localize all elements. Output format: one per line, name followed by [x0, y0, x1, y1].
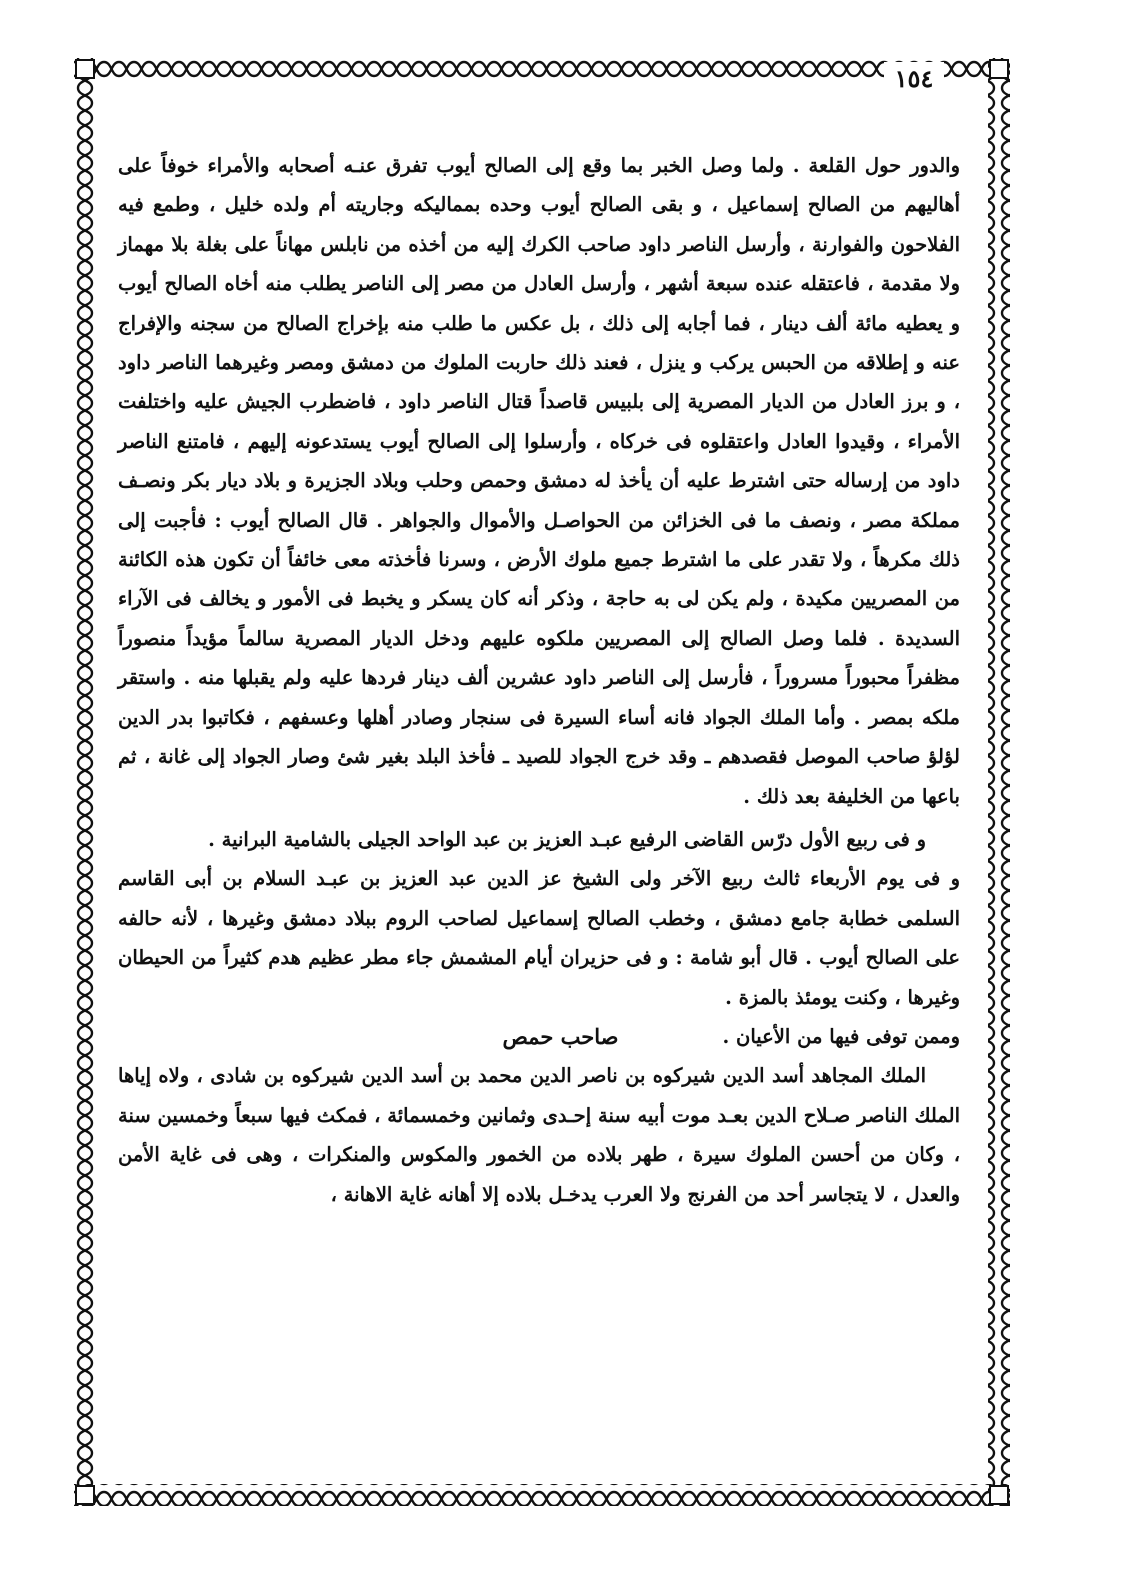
paragraph-rabi-akhir: و فى يوم الأربعاء ثالث ربيع الآخر ولى الشيخ عز الدين عبد العزيز بن عبـد السلام بن أبى القاسم السلمى خطابة جامع دمشق ، وخطب الصالح إسماعيل لصاحب الروم ببلاد دمشق وغيرها ، لأنه حالفه على الصالح أيوب . قال أبو شامة : و فى حزيران أيام المشمش جاء مطر عظيم هدم كثيراً من الحيطان وغيرها ، وكنت يومئذ بالمزة .: [118, 867, 960, 1009]
section-title-sahib-hims: صاحب حمص: [502, 1023, 619, 1049]
paragraph-al-mujahid: الملك المجاهد أسد الدين شيركوه بن ناصر الدين محمد بن أسد الدين شيركوه بن شادى ، ولاه إياها الملك الناصر صـلاح الدين بعـد موت أبيه سنة إحـدى وثمانين وخمسمائة ، فمكث فيها سبعاً وخمسين سنة ، وكان من أحسن الملوك سيرة ، طهر بلاده من الخمور والمكوس والمنكرات ، وهى فى غاية الأمن والعدل ، لا يتجاسر أحد من الفرنج ولا العرب يدخـل بلاده إلا أهانه غاية الاهانة ،: [118, 1064, 960, 1206]
paragraph-rabi-awwal: و فى ربيع الأول درّس القاضى الرفيع عبـد العزيز بن عبد الواحد الجيلى بالشامية البرانية .: [208, 827, 926, 851]
paragraph-events: والدور حول القلعة . ولما وصل الخبر بما وقع إلى الصالح أيوب تفرق عنـه أصحابه والأمراء خوفاً على أهاليهم من الصالح إسماعيل ، و بقى الصالح أيوب وحده بمماليكه وجاريته أم ولده خليل ، وطمع فيه الفلاحون والفوارنة ، وأرسل الناصر داود صاحب الكرك إليه من أخذه من نابلس مهاناً على بغلة بلا مهماز ولا مقدمة ، فاعتقله عنده سبعة أشهر ، وأرسل العادل من مصر إلى الناصر يطلب منه أخاه الصالح أيوب و يعطيه مائة ألف دينار ، فما أجابه إلى ذلك ، بل عكس ما طلب منه بإخراج الصالح من سجنه والإفراج عنه و إطلاقه من الحبس يركب و ينزل ، فعند ذلك حاربت الملوك من دمشق ومصر وغيرهما الناصر داود ، و برز العادل من الديار المصرية إلى بلبيس قاصداً قتال الناصر داود ، فاضطرب الجيش عليه واختلفت الأمراء ، وقيدوا العادل واعتقلوه فى خركاه ، وأرسلوا إلى الصالح أيوب يستدعونه إليهم ، فامتنع الناصر داود من إرساله حتى اشترط عليه أن يأخذ له دمشق وحمص وحلب وبلاد الجزيرة و بلاد ديار بكر ونصـف مملكة مصر ، ونصف ما فى الخزائن من الحواصـل والأموال والجواهر . قال الصالح أيوب : فأجبت إلى ذلك مكرهاً ، ولا تقدر على ما اشترط جميع ملوك الأرض ، وسرنا فأخذته معى خائفاً أن تكون هذه الكائنة من المصريين مكيدة ، ولم يكن لى به حاجة ، وذكر أنه كان يسكر و يخبط فى الأمور و يخالف فى الآراء السديدة . فلما وصل الصالح إلى المصريين ملكوه عليهم ودخل الديار المصرية سالماً مؤيداً منصوراً مظفراً محبوراً مسروراً ، فأرسل إلى الناصر داود عشرين ألف دينار فردها عليه ولم يقبلها منه . واستقر ملكه بمصر . وأما الملك الجواد فانه أساء السيرة فى سنجار وصادر أهلها وعسفهم ، فكاتبوا بدر الدين لؤلؤ صاحب الموصل فقصدهم ـ وقد خرج الجواد للصيد ـ فأخذ البلد بغير شئ وصار الجواد إلى غانة ، ثم باعها من الخليفة بعد ذلك .: [118, 154, 960, 808]
main-text: [118, 146, 960, 1446]
page-number: ١٥٤: [884, 62, 944, 96]
obituaries-heading: [118, 1017, 960, 1056]
obituaries-intro: وممن توفى فيها من الأعيان .: [722, 1024, 960, 1048]
